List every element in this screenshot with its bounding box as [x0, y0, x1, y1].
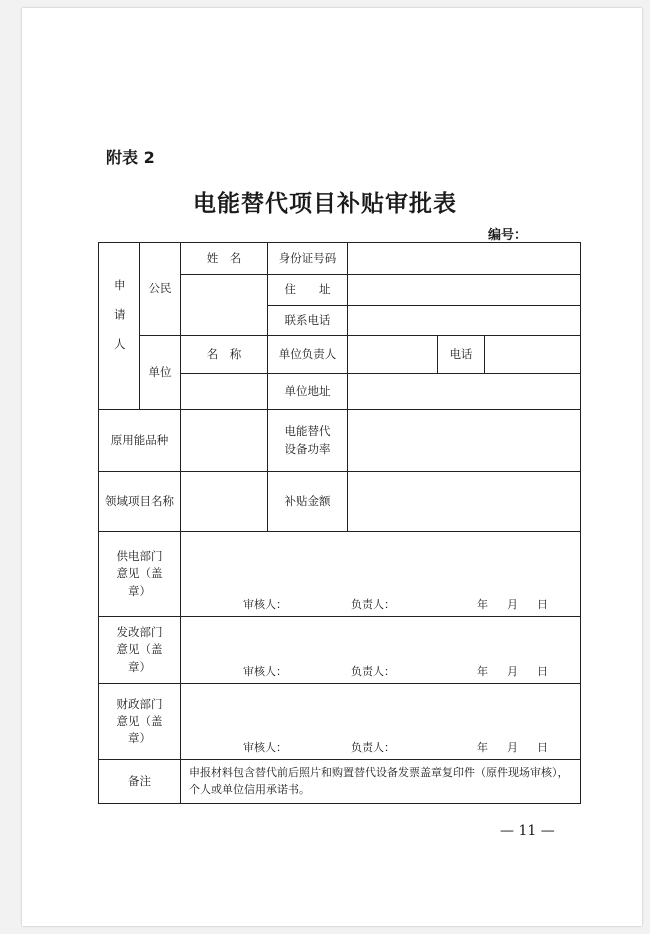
day-label: 日 [537, 740, 548, 754]
responsible-label: 负责人： [351, 597, 395, 611]
name-field[interactable] [181, 275, 268, 336]
remark-text: 申报材料包含替代前后照片和购置替代设备发票盖章复印件（原件现场审核），个人或单位信用承诺书。 [181, 760, 581, 804]
remark-label: 备注 [99, 760, 181, 804]
day-label: 日 [537, 597, 548, 611]
attachment-label: 附表 2 [106, 148, 155, 167]
responsible-label: 负责人： [351, 740, 395, 754]
phone-field[interactable] [348, 306, 581, 336]
ndrc-dept-opinion-label: 发改部门意见（盖章） [99, 617, 181, 684]
year-label: 年 [477, 664, 488, 678]
project-name-field[interactable] [181, 472, 268, 532]
device-power-label: 电能替代设备功率 [268, 410, 348, 472]
company-address-label: 单位地址 [268, 374, 348, 410]
approval-form-table [98, 242, 581, 804]
serial-number-label: 编号： [488, 228, 528, 243]
page-number: — 11 — [500, 823, 555, 839]
phone-label: 联系电话 [268, 306, 348, 336]
power-dept-opinion-field[interactable] [181, 532, 581, 617]
power-dept-opinion-label: 供电部门意见（盖章） [99, 532, 181, 617]
table-row [99, 410, 581, 472]
original-energy-label: 原用能品种 [99, 410, 181, 472]
address-label: 住 址 [268, 275, 348, 306]
year-label: 年 [477, 740, 488, 754]
month-label: 月 [507, 597, 518, 611]
table-row [99, 243, 581, 275]
finance-dept-opinion-field[interactable] [181, 684, 581, 760]
subsidy-amount-label: 补贴金额 [268, 472, 348, 532]
project-name-label: 领域项目名称 [99, 472, 181, 532]
finance-dept-opinion-label: 财政部门意见（盖章） [99, 684, 181, 760]
applicant-label: 申请人 [99, 243, 140, 410]
day-label: 日 [537, 664, 548, 678]
year-label: 年 [477, 597, 488, 611]
original-energy-field[interactable] [181, 410, 268, 472]
company-label: 单位 [140, 336, 181, 410]
id-number-label: 身份证号码 [268, 243, 348, 275]
table-row [99, 760, 581, 804]
responsible-label: 负责人： [351, 664, 395, 678]
device-power-field[interactable] [348, 410, 581, 472]
subsidy-amount-field[interactable] [348, 472, 581, 532]
company-phone-field[interactable] [485, 336, 581, 374]
ndrc-dept-opinion-field[interactable] [181, 617, 581, 684]
company-head-label: 单位负责人 [268, 336, 348, 374]
name-label: 姓 名 [181, 243, 268, 275]
month-label: 月 [507, 740, 518, 754]
company-name-label: 名 称 [181, 336, 268, 374]
reviewer-label: 审核人： [243, 664, 287, 678]
table-row [99, 336, 581, 374]
company-address-field[interactable] [348, 374, 581, 410]
month-label: 月 [507, 664, 518, 678]
reviewer-label: 审核人： [243, 740, 287, 754]
form-title: 电能替代项目补贴审批表 [193, 191, 457, 217]
table-row [99, 617, 581, 684]
reviewer-label: 审核人： [243, 597, 287, 611]
id-number-field[interactable] [348, 243, 581, 275]
table-row [99, 684, 581, 760]
table-row [99, 472, 581, 532]
company-name-field[interactable] [181, 374, 268, 410]
company-phone-label: 电话 [438, 336, 485, 374]
table-row [99, 532, 581, 617]
citizen-label: 公民 [140, 243, 181, 336]
company-head-field[interactable] [348, 336, 438, 374]
address-field[interactable] [348, 275, 581, 306]
